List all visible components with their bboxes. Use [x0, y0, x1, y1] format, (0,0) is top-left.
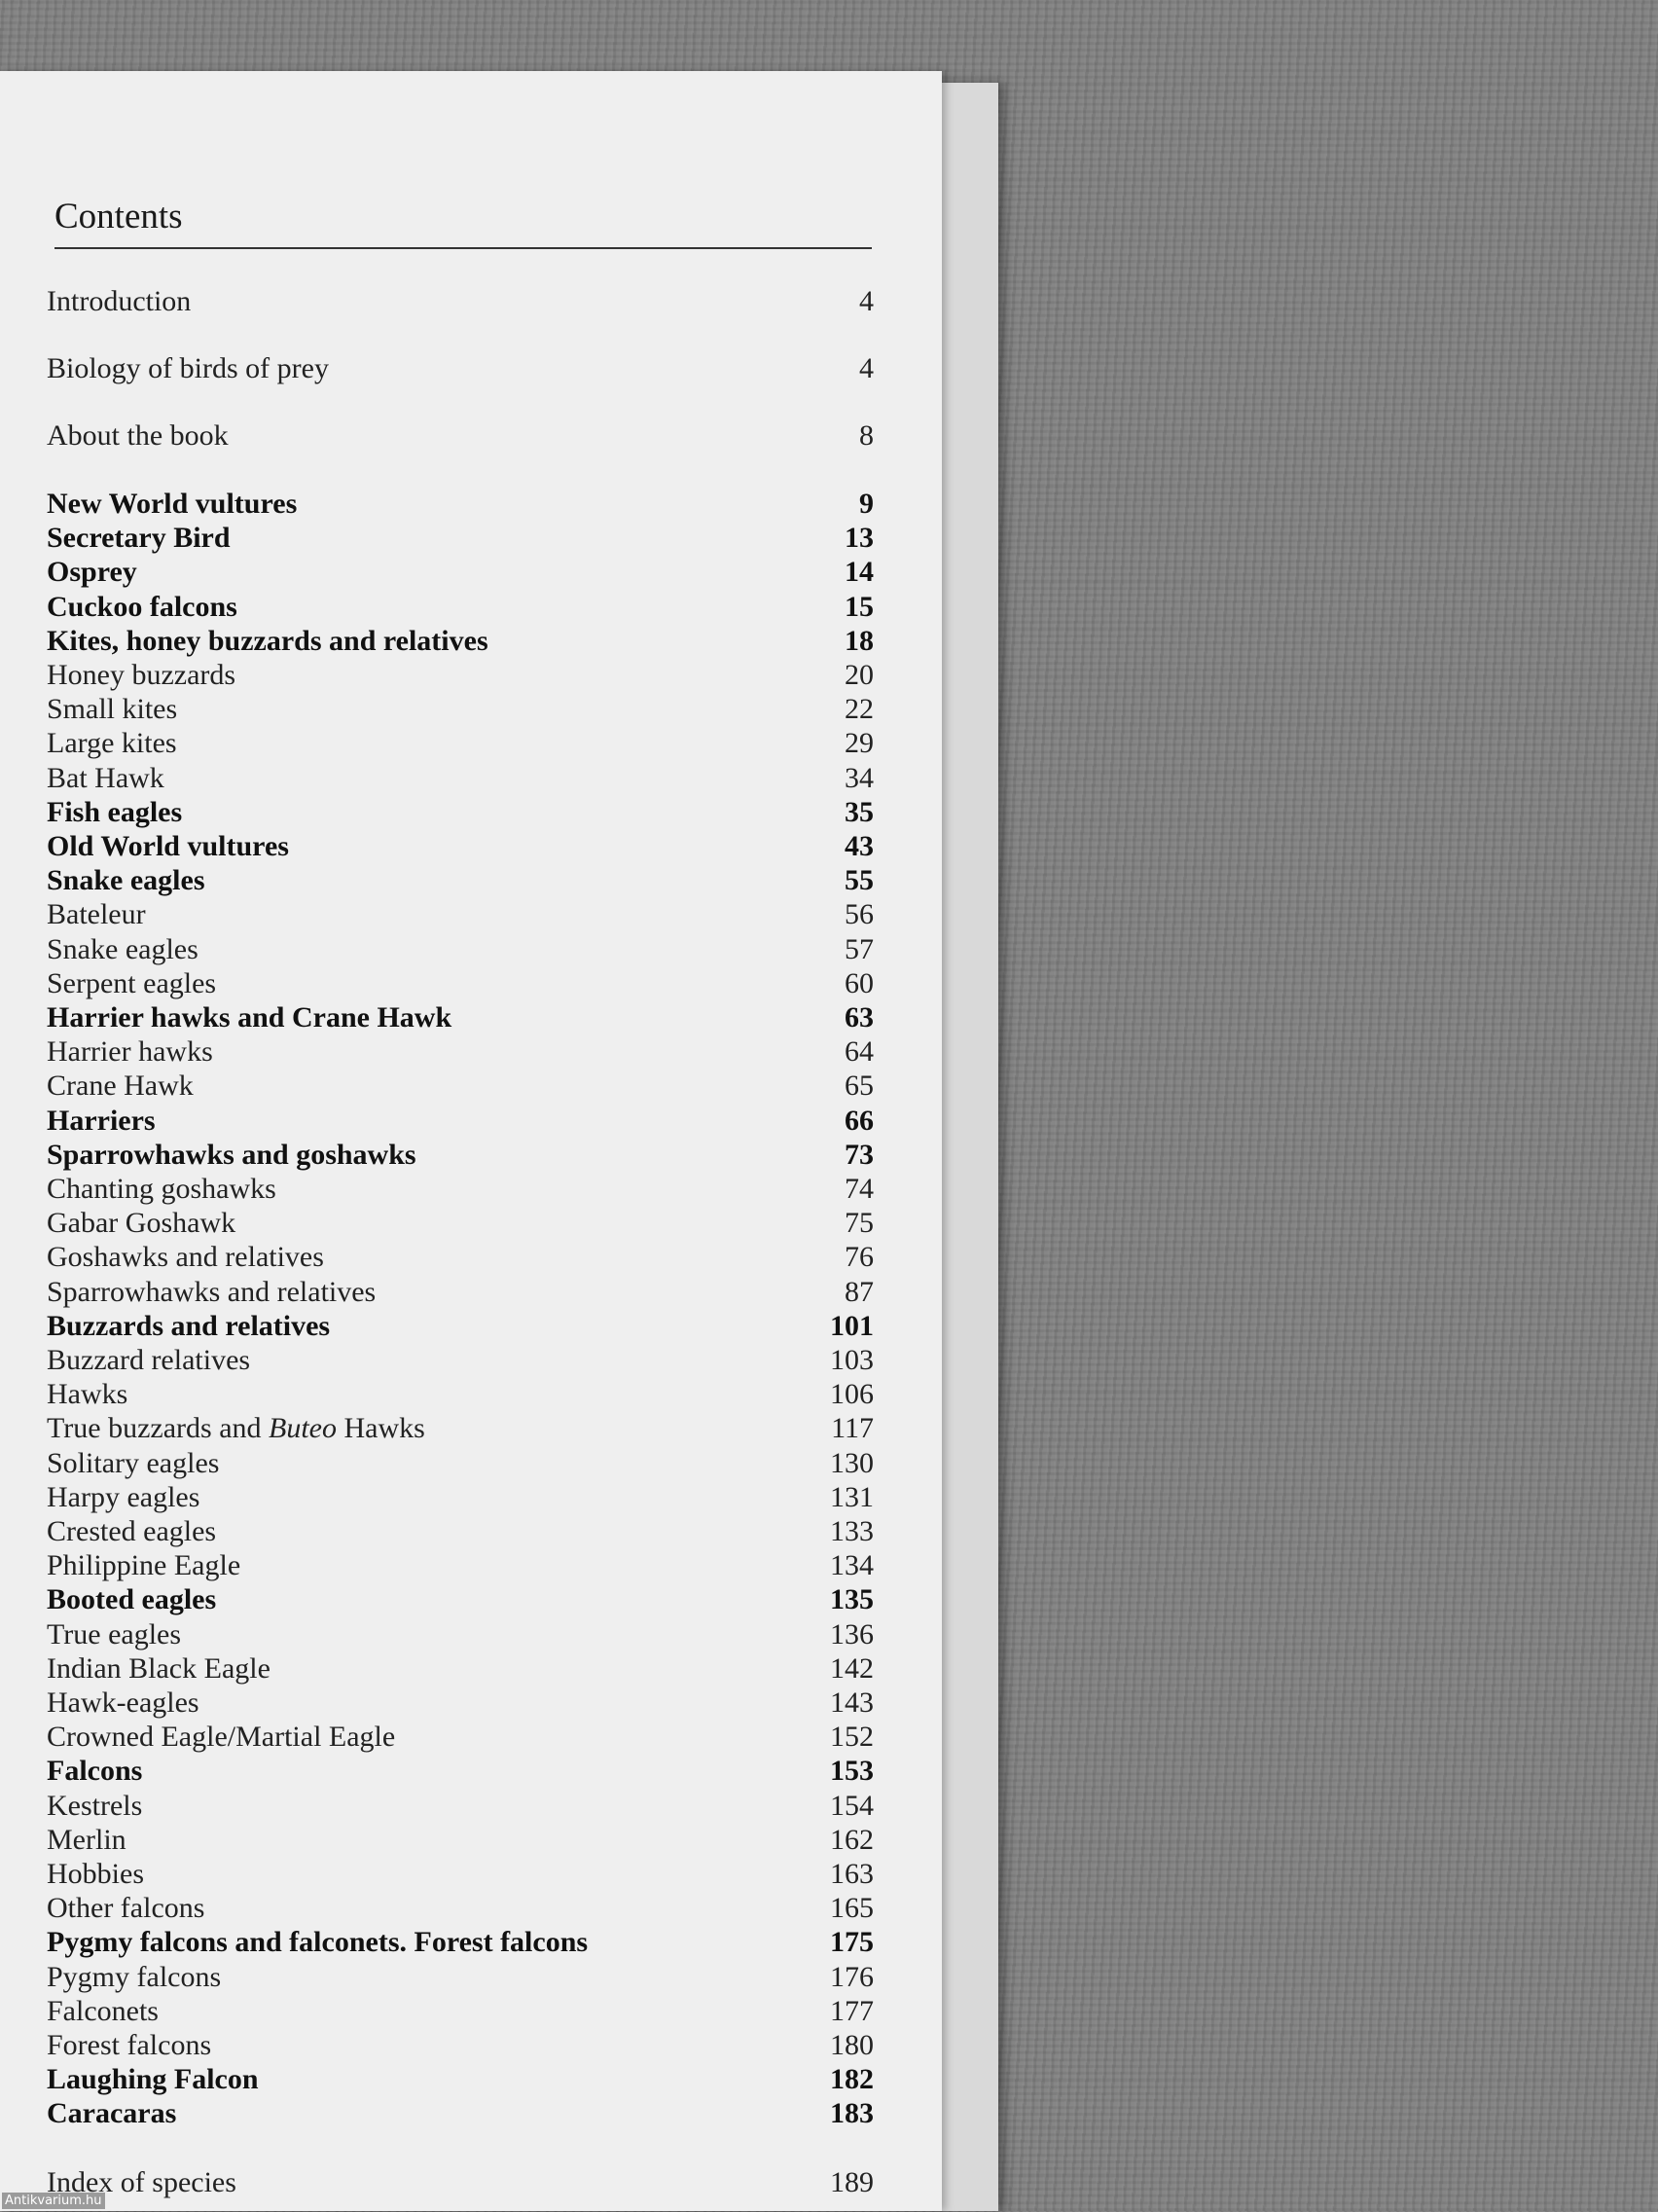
toc-entry	[47, 2063, 874, 2096]
toc-entry-label: Gabar Goshawk	[47, 1207, 236, 1239]
toc-entry-label: Bateleur	[47, 898, 146, 930]
toc-entry-page: 142	[830, 1652, 874, 1685]
toc-entry	[47, 1892, 874, 1925]
toc-entry	[47, 933, 874, 966]
toc-entry	[47, 1721, 874, 1754]
toc-entry	[47, 2029, 874, 2062]
toc-entry	[47, 1035, 874, 1069]
toc-entry-label: Hawk-eagles	[47, 1686, 199, 1719]
toc-entry-page: 29	[845, 727, 874, 759]
toc-entry-page: 177	[830, 1995, 874, 2027]
toc-entry	[47, 1618, 874, 1651]
toc-entry-label: Bat Hawk	[47, 762, 164, 794]
toc-entry	[47, 2097, 874, 2130]
toc-entry-label: Crested eagles	[47, 1515, 217, 1547]
toc-entry	[47, 522, 874, 555]
toc-entry-label: Goshawks and relatives	[47, 1241, 324, 1273]
toc-entry	[47, 659, 874, 692]
toc-entry-label: Serpent eagles	[47, 967, 217, 999]
toc-entry-page: 57	[845, 933, 874, 965]
toc-entry-page: 56	[845, 898, 874, 930]
toc-entry-label: Chanting goshawks	[47, 1173, 276, 1205]
toc-entry-label: Falconets	[47, 1995, 159, 2027]
toc-entry-page: 43	[845, 830, 874, 862]
toc-entry-page: 87	[845, 1276, 874, 1308]
toc-entry-label: Hobbies	[47, 1858, 144, 1890]
toc-entry-page: 55	[845, 864, 874, 896]
toc-entry	[47, 1378, 874, 1411]
toc-entry-page: 63	[845, 1001, 874, 1033]
toc-entry-page: 60	[845, 967, 874, 999]
toc-entry-label: Large kites	[47, 727, 177, 759]
toc-entry-page: 18	[845, 625, 874, 657]
toc-entry-label: Kites, honey buzzards and relatives	[47, 625, 488, 657]
toc-entry	[47, 352, 874, 385]
toc-entry-page: 180	[830, 2029, 874, 2061]
toc-entry-page: 22	[845, 693, 874, 725]
toc-entry-page: 8	[859, 419, 874, 452]
toc-entry	[47, 1824, 874, 1857]
toc-entry-label: Booted eagles	[47, 1583, 217, 1615]
toc-entry-page: 13	[845, 522, 874, 554]
toc-entry-label: Caracaras	[47, 2097, 177, 2129]
toc-entry-label: Snake eagles	[47, 864, 205, 896]
toc-entry-page: 165	[830, 1892, 874, 1924]
toc-entry	[47, 556, 874, 589]
toc-entry-page: 189	[830, 2166, 874, 2198]
toc-entry	[47, 967, 874, 1000]
toc-entry-label: True buzzards and Buteo Hawks	[47, 1412, 425, 1444]
toc-entry-page: 103	[830, 1344, 874, 1376]
toc-entry-page: 117	[831, 1412, 874, 1444]
toc-entry	[47, 1858, 874, 1891]
toc-entry-page: 101	[830, 1310, 874, 1342]
toc-entry	[47, 693, 874, 726]
toc-entry-label: Solitary eagles	[47, 1447, 220, 1479]
toc-entry	[47, 830, 874, 863]
toc-entry	[47, 1686, 874, 1720]
toc-entry	[47, 1755, 874, 1788]
toc-entry-label: Harpy eagles	[47, 1481, 200, 1513]
toc-entry-label: Kestrels	[47, 1790, 143, 1822]
toc-entry-label: True eagles	[47, 1618, 182, 1650]
toc-entry-label: Small kites	[47, 693, 178, 725]
toc-entry-label: Hawks	[47, 1378, 128, 1410]
toc-entry-label: Crowned Eagle/Martial Eagle	[47, 1721, 396, 1753]
toc-list	[0, 71, 942, 2212]
toc-entry-label: Merlin	[47, 1824, 126, 1856]
toc-entry-label: Osprey	[47, 556, 137, 588]
toc-entry-page: 66	[845, 1105, 874, 1137]
contents-page	[0, 71, 942, 2211]
toc-entry-label: Crane Hawk	[47, 1070, 194, 1102]
toc-entry	[47, 1790, 874, 1823]
toc-entry-page: 34	[845, 762, 874, 794]
toc-entry	[47, 1412, 874, 1445]
toc-entry	[47, 1139, 874, 1172]
toc-entry-label: Harrier hawks	[47, 1035, 213, 1068]
toc-entry-label: New World vultures	[47, 488, 298, 520]
toc-entry	[47, 898, 874, 931]
toc-entry-page: 106	[830, 1378, 874, 1410]
toc-entry-label: Buzzard relatives	[47, 1344, 251, 1376]
toc-entry-page: 73	[845, 1139, 874, 1171]
toc-entry-label: About the book	[47, 419, 229, 452]
toc-entry-label: Snake eagles	[47, 933, 198, 965]
toc-entry-label: Falcons	[47, 1755, 143, 1787]
toc-entry-label: Pygmy falcons	[47, 1961, 222, 1993]
toc-entry-label: Honey buzzards	[47, 659, 236, 691]
toc-entry-label: Cuckoo falcons	[47, 591, 237, 623]
toc-entry	[47, 488, 874, 521]
toc-entry	[47, 1515, 874, 1548]
toc-entry	[47, 1549, 874, 1582]
toc-entry	[47, 1926, 874, 1959]
toc-entry-page: 74	[845, 1173, 874, 1205]
toc-entry-label: Sparrowhawks and goshawks	[47, 1139, 416, 1171]
toc-entry-page: 154	[830, 1790, 874, 1822]
toc-entry-label: Harrier hawks and Crane Hawk	[47, 1001, 452, 1033]
toc-entry-label: Old World vultures	[47, 830, 289, 862]
toc-entry-page: 182	[830, 2063, 874, 2095]
toc-entry	[47, 1481, 874, 1514]
toc-entry-label: Introduction	[47, 285, 192, 317]
toc-entry-page: 9	[859, 488, 874, 520]
toc-entry	[47, 1241, 874, 1274]
toc-entry	[47, 2166, 874, 2199]
toc-entry-label: Secretary Bird	[47, 522, 231, 554]
toc-entry-page: 136	[830, 1618, 874, 1650]
toc-entry-page: 4	[859, 285, 874, 317]
toc-entry	[47, 1173, 874, 1206]
toc-entry-page: 75	[845, 1207, 874, 1239]
toc-entry	[47, 1070, 874, 1103]
toc-entry	[47, 1276, 874, 1309]
toc-entry-label: Indian Black Eagle	[47, 1652, 270, 1685]
toc-entry-page: 143	[830, 1686, 874, 1719]
toc-entry-label: Biology of birds of prey	[47, 352, 329, 384]
toc-entry	[47, 419, 874, 453]
toc-entry	[47, 1652, 874, 1686]
toc-entry	[47, 864, 874, 897]
toc-entry	[47, 1583, 874, 1616]
toc-entry-page: 64	[845, 1035, 874, 1068]
toc-entry	[47, 727, 874, 760]
toc-entry	[47, 625, 874, 658]
toc-entry	[47, 1961, 874, 1994]
toc-entry	[47, 796, 874, 829]
toc-entry-page: 163	[830, 1858, 874, 1890]
toc-entry	[47, 591, 874, 624]
toc-entry	[47, 1207, 874, 1240]
toc-entry-label: Laughing Falcon	[47, 2063, 259, 2095]
toc-entry-page: 130	[830, 1447, 874, 1479]
toc-entry-page: 15	[845, 591, 874, 623]
toc-entry-page: 65	[845, 1070, 874, 1102]
toc-entry-page: 20	[845, 659, 874, 691]
toc-entry-label: Fish eagles	[47, 796, 183, 828]
toc-entry-label: Philippine Eagle	[47, 1549, 241, 1581]
toc-entry-label: Sparrowhawks and relatives	[47, 1276, 377, 1308]
toc-entry-page: 153	[830, 1755, 874, 1787]
toc-entry	[47, 1447, 874, 1480]
toc-entry-page: 175	[830, 1926, 874, 1958]
toc-entry	[47, 285, 874, 318]
toc-entry	[47, 1001, 874, 1034]
toc-entry-page: 176	[830, 1961, 874, 1993]
toc-entry	[47, 1995, 874, 2028]
toc-entry-page: 133	[830, 1515, 874, 1547]
toc-entry-page: 152	[830, 1721, 874, 1753]
toc-entry-page: 135	[830, 1583, 874, 1615]
toc-entry-page: 134	[830, 1549, 874, 1581]
toc-entry-page: 76	[845, 1241, 874, 1273]
toc-entry-label: Index of species	[47, 2166, 236, 2198]
toc-entry	[47, 1310, 874, 1343]
watermark: Antikvarium.hu	[2, 2193, 105, 2209]
toc-entry	[47, 762, 874, 795]
toc-entry-label: Harriers	[47, 1105, 156, 1137]
page-title: Contents	[54, 197, 183, 236]
toc-entry-page: 183	[830, 2097, 874, 2129]
toc-entry-label: Pygmy falcons and falconets. Forest falcons	[47, 1926, 589, 1958]
toc-entry-page: 35	[845, 796, 874, 828]
toc-entry-label: Other falcons	[47, 1892, 205, 1924]
toc-entry-page: 131	[830, 1481, 874, 1513]
toc-entry-page: 4	[859, 352, 874, 384]
toc-entry-page: 14	[845, 556, 874, 588]
toc-entry	[47, 1105, 874, 1138]
toc-entry-label: Buzzards and relatives	[47, 1310, 331, 1342]
toc-entry	[47, 1344, 874, 1377]
toc-entry-page: 162	[830, 1824, 874, 1856]
toc-entry-label: Forest falcons	[47, 2029, 212, 2061]
